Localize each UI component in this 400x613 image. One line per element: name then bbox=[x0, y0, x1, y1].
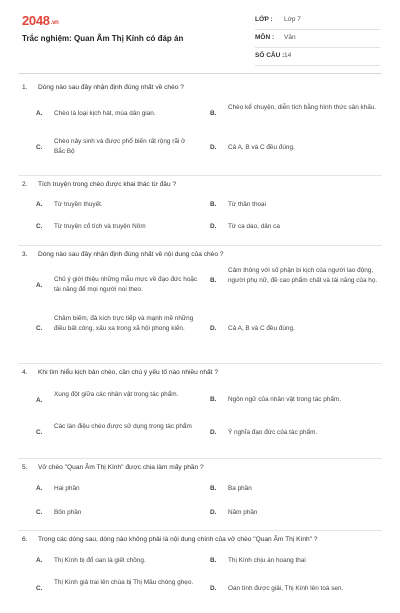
option-letter: B. bbox=[210, 201, 217, 208]
option-text: Ngôn ngữ của nhân vật trong tác phẩm. bbox=[228, 396, 341, 403]
option-letter: D. bbox=[210, 509, 217, 516]
page-header bbox=[0, 0, 400, 68]
question-item bbox=[18, 459, 382, 531]
site-logo[interactable] bbox=[22, 13, 59, 28]
question-number: 1. bbox=[22, 84, 28, 91]
option-letter: B. bbox=[210, 396, 217, 403]
option-letter: C. bbox=[36, 585, 43, 592]
option-text: Ý nghĩa đạo đức của tác phẩm. bbox=[228, 429, 318, 436]
option-letter: C. bbox=[36, 509, 43, 516]
option-text: Thị Kính chịu án hoang thai bbox=[228, 557, 306, 564]
option-letter: A. bbox=[36, 282, 43, 289]
meta-subject bbox=[255, 30, 380, 48]
option-text: Cả A, B và C đều đúng. bbox=[228, 144, 295, 151]
option-letter: A. bbox=[36, 557, 43, 564]
question-number: 3. bbox=[22, 251, 28, 258]
option-letter: A. bbox=[36, 201, 43, 208]
option-letter: B. bbox=[210, 485, 217, 492]
question-prompt: Trong các dòng sau, dòng nào không phải là nội dung chính của vở chèo "Quan Âm Thị Kính" ? bbox=[38, 536, 318, 543]
question-prompt: Dòng nào sau đây nhận định đúng nhất về nội dung của chèo ? bbox=[38, 251, 224, 258]
meta-value: 14 bbox=[284, 52, 292, 59]
question-text bbox=[22, 536, 318, 543]
question-number: 6. bbox=[22, 536, 28, 543]
question-text bbox=[22, 464, 204, 471]
option-text: Thị Kính bị đổ oan là giết chồng. bbox=[54, 557, 146, 564]
option-text: Châm biếm, đả kích trực tiếp và mạnh mẽ những điều bất công, xấu xa trong xã hội phong kiến. bbox=[54, 315, 194, 332]
option-text: Từ truyện cổ tích và truyện Nôm bbox=[54, 223, 146, 230]
logo-text: 2048 bbox=[22, 13, 50, 28]
option-text: Hai phần bbox=[54, 485, 80, 492]
option-text: Chủ ý giới thiệu những mẫu mực về đạo đức hoặc tài năng để mọi người noi theo. bbox=[54, 276, 198, 293]
option-letter: D. bbox=[210, 223, 217, 230]
quiz-meta bbox=[255, 12, 380, 66]
option-text: Từ truyền thuyết. bbox=[54, 201, 103, 208]
option-letter: D. bbox=[210, 585, 217, 592]
question-text bbox=[22, 84, 184, 91]
meta-value: Lớp 7 bbox=[284, 16, 301, 23]
question-text bbox=[22, 251, 224, 258]
option-letter: C. bbox=[36, 223, 43, 230]
question-item bbox=[18, 79, 382, 176]
option-letter: C. bbox=[36, 325, 43, 332]
meta-grade bbox=[255, 12, 380, 30]
option-text: Chèo là loại kịch hát, múa dân gian. bbox=[54, 110, 156, 117]
option-text: Từ ca dao, dân ca bbox=[228, 223, 280, 230]
meta-key: MÔN : bbox=[255, 34, 275, 41]
question-item bbox=[18, 246, 382, 364]
option-letter: B. bbox=[210, 110, 217, 117]
question-prompt: Vở chèo "Quan Âm Thị Kính" được chia làm mấy phần ? bbox=[38, 464, 204, 471]
option-text: Các làn điệu chèo được sử dụng trong tác phẩm bbox=[54, 423, 192, 430]
option-text: Ba phần bbox=[228, 485, 252, 492]
meta-value: Văn bbox=[284, 34, 296, 41]
question-text bbox=[22, 181, 176, 188]
option-letter: C. bbox=[36, 429, 43, 436]
option-text: Bốn phần bbox=[54, 509, 82, 516]
option-text: Oan tình được giải, Thị Kính lên toà sen. bbox=[228, 585, 344, 592]
option-letter: A. bbox=[36, 485, 43, 492]
option-text: Cả A, B và C đều đúng. bbox=[228, 325, 295, 332]
option-text: Thị Kính giả trai lên chùa bị Thị Mầu chòng ghẹo. bbox=[54, 579, 194, 586]
question-item bbox=[18, 531, 382, 613]
logo-suffix: .vn bbox=[50, 20, 59, 26]
option-letter: A. bbox=[36, 397, 43, 404]
meta-key: SỐ CÂU : bbox=[255, 52, 285, 59]
meta-key: LỚP : bbox=[255, 16, 273, 23]
question-prompt: Tích truyện trong chèo được khai thác từ đâu ? bbox=[38, 181, 177, 188]
option-text: Xung đột giữa các nhân vật trong tác phẩm. bbox=[54, 391, 179, 398]
question-item bbox=[18, 364, 382, 459]
option-text: Chèo nảy sinh và được phổ biến rất rộng rãi ở Bắc Bộ bbox=[54, 138, 186, 155]
option-text: Năm phần bbox=[228, 509, 258, 516]
option-letter: A. bbox=[36, 110, 43, 117]
question-number: 5. bbox=[22, 464, 28, 471]
option-letter: D. bbox=[210, 325, 217, 332]
question-prompt: Khi tìm hiểu kịch bản chèo, cần chú ý yếu tố nào nhiều nhất ? bbox=[38, 369, 218, 376]
header-divider bbox=[18, 73, 382, 74]
meta-question-count bbox=[255, 48, 380, 66]
option-letter: D. bbox=[210, 144, 217, 151]
question-number: 2. bbox=[22, 181, 28, 188]
option-text: Cảm thông với số phận bi kịch của người lao động, người phụ nữ, đề cao phẩm chất và tài năng của họ. bbox=[228, 267, 378, 284]
question-number: 4. bbox=[22, 369, 28, 376]
option-text: Từ thần thoại bbox=[228, 201, 267, 208]
question-item bbox=[18, 176, 382, 246]
question-prompt: Dòng nào sau đây nhận định đúng nhất về chèo ? bbox=[38, 84, 184, 91]
option-letter: C. bbox=[36, 144, 43, 151]
option-text: Chèo kể chuyện, diễn tích bằng hình thức sân khấu. bbox=[228, 104, 377, 111]
option-letter: B. bbox=[210, 277, 217, 284]
option-letter: B. bbox=[210, 557, 217, 564]
question-text bbox=[22, 369, 218, 376]
page-title: Trắc nghiệm: Quan Âm Thị Kính có đáp án bbox=[22, 34, 184, 43]
question-list bbox=[0, 79, 400, 613]
option-letter: D. bbox=[210, 429, 217, 436]
